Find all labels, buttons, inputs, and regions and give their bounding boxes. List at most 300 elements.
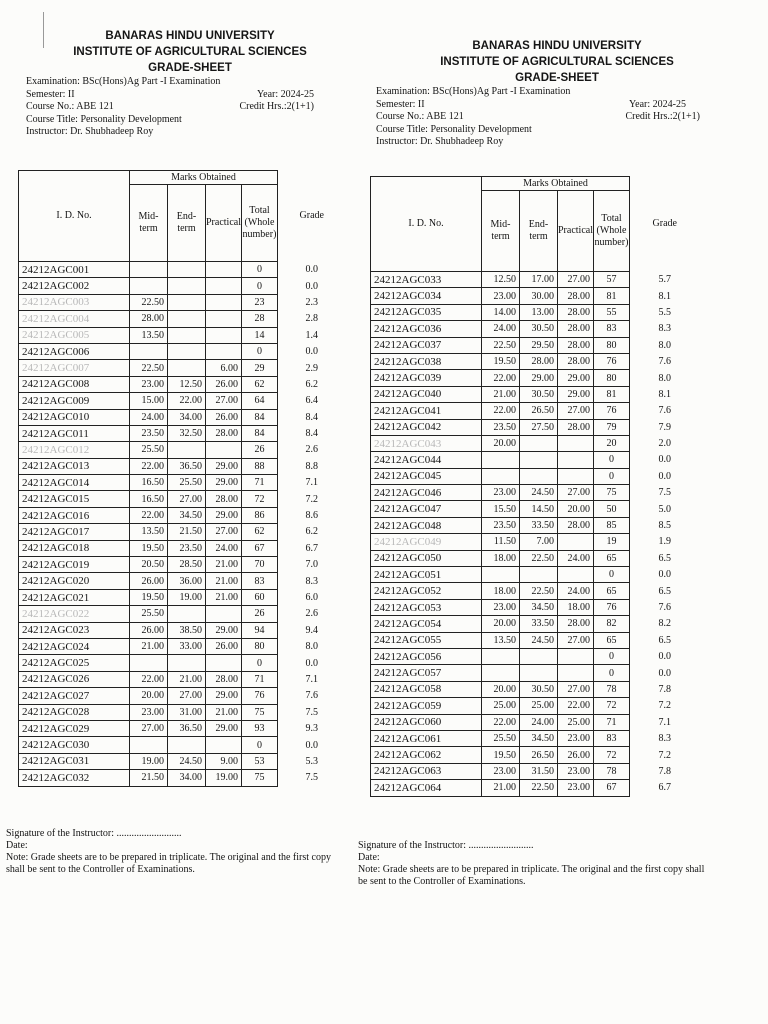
practical-mark-cell: 29.00 <box>558 386 594 402</box>
total-mark-cell: 94 <box>241 622 277 638</box>
total-mark-cell: 81 <box>593 386 629 402</box>
total-mark-cell: 64 <box>241 393 277 409</box>
practical-mark-cell: 26.00 <box>206 409 242 425</box>
grade-sheet-left <box>0 28 360 139</box>
practical-mark-cell: 21.00 <box>206 557 242 573</box>
total-mark-cell: 93 <box>241 720 277 736</box>
practical-mark-cell <box>206 262 242 278</box>
midterm-mark-cell: 11.50 <box>482 534 520 550</box>
midterm-mark-cell: 22.00 <box>130 458 168 474</box>
student-id-cell: 24212AGC051 <box>371 567 482 583</box>
endterm-mark-cell <box>168 278 206 294</box>
grade-cell: 0.0 <box>305 264 318 276</box>
practical-mark-cell: 27.00 <box>206 393 242 409</box>
midterm-mark-cell: 12.50 <box>482 272 520 288</box>
student-id-cell: 24212AGC062 <box>371 747 482 763</box>
practical-mark-cell: 20.00 <box>558 501 594 517</box>
grade-cell: 6.2 <box>305 378 318 390</box>
grade-cell: 9.4 <box>305 624 318 636</box>
table-row <box>19 278 346 294</box>
course-title: Course Title: Personality Development <box>376 123 532 135</box>
examination-line: Examination: BSc(Hons)Ag Part -I Examination <box>376 86 571 97</box>
practical-mark-cell: 29.00 <box>206 720 242 736</box>
midterm-mark-cell <box>482 567 520 583</box>
grade-column-header: Grade <box>652 218 677 229</box>
total-mark-cell: 62 <box>241 524 277 540</box>
endterm-mark-cell: 24.50 <box>520 632 558 648</box>
midterm-mark-cell: 20.00 <box>130 688 168 704</box>
grade-cell: 7.1 <box>305 477 318 489</box>
grade-cell: 8.8 <box>305 460 318 472</box>
practical-mark-cell: 25.00 <box>558 714 594 730</box>
total-mark-cell: 65 <box>593 632 629 648</box>
course-number: Course No.: ABE 121 <box>26 101 114 112</box>
endterm-mark-cell: 23.50 <box>168 540 206 556</box>
student-id-cell: 24212AGC016 <box>19 507 130 523</box>
endterm-mark-cell: 33.50 <box>520 616 558 632</box>
total-mark-cell: 85 <box>593 517 629 533</box>
practical-mark-cell <box>206 278 242 294</box>
grade-cell: 7.6 <box>658 405 671 417</box>
grade-cell: 6.2 <box>305 526 318 538</box>
practical-mark-cell: 29.00 <box>206 507 242 523</box>
endterm-mark-cell: 36.50 <box>168 720 206 736</box>
student-id-cell: 24212AGC030 <box>19 737 130 753</box>
student-id-cell: 24212AGC044 <box>371 452 482 468</box>
student-id-cell: 24212AGC026 <box>19 671 130 687</box>
midterm-mark-cell <box>482 648 520 664</box>
endterm-mark-cell <box>520 435 558 451</box>
midterm-mark-cell: 19.50 <box>482 353 520 369</box>
document-title: GRADE-SHEET <box>515 72 599 84</box>
student-id-cell: 24212AGC052 <box>371 583 482 599</box>
total-mark-cell: 75 <box>241 770 277 786</box>
table-row <box>371 583 700 599</box>
endterm-mark-cell: 22.00 <box>168 393 206 409</box>
table-row <box>371 288 700 304</box>
student-id-cell: 24212AGC049 <box>371 534 482 550</box>
practical-mark-cell: 29.00 <box>558 370 594 386</box>
table-row <box>19 360 346 376</box>
table-row <box>371 599 700 615</box>
student-id-cell: 24212AGC038 <box>371 353 482 369</box>
total-mark-cell: 82 <box>593 616 629 632</box>
total-column-header: Total (Whole number) <box>593 191 629 272</box>
total-mark-cell: 71 <box>241 671 277 687</box>
student-id-cell: 24212AGC011 <box>19 425 130 441</box>
endterm-mark-cell: 19.00 <box>168 589 206 605</box>
midterm-mark-cell: 19.50 <box>482 747 520 763</box>
student-id-cell: 24212AGC023 <box>19 622 130 638</box>
course-number: Course No.: ABE 121 <box>376 111 464 122</box>
total-mark-cell: 60 <box>241 589 277 605</box>
table-row <box>371 370 700 386</box>
practical-mark-cell <box>558 567 594 583</box>
total-mark-cell: 57 <box>593 272 629 288</box>
grade-column-header: Grade <box>299 210 324 221</box>
total-mark-cell: 26 <box>241 606 277 622</box>
grade-cell: 2.9 <box>305 362 318 374</box>
total-mark-cell: 0 <box>241 262 277 278</box>
midterm-mark-cell: 23.00 <box>482 485 520 501</box>
course-info <box>26 76 360 139</box>
practical-mark-cell: 28.00 <box>206 425 242 441</box>
practical-mark-cell: 28.00 <box>558 321 594 337</box>
total-mark-cell: 0 <box>241 343 277 359</box>
midterm-mark-cell: 25.50 <box>130 442 168 458</box>
grade-cell: 2.3 <box>305 296 318 308</box>
grade-cell: 0.0 <box>658 470 671 482</box>
practical-mark-cell: 18.00 <box>558 599 594 615</box>
student-id-cell: 24212AGC039 <box>371 370 482 386</box>
grade-cell: 7.2 <box>305 493 318 505</box>
semester-line: Semester: II <box>376 98 425 110</box>
student-id-cell: 24212AGC046 <box>371 485 482 501</box>
total-mark-cell: 76 <box>593 599 629 615</box>
grade-cell: 8.2 <box>658 618 671 630</box>
grade-cell: 0.0 <box>305 280 318 292</box>
grade-cell: 5.0 <box>658 503 671 515</box>
table-row <box>19 770 346 786</box>
grade-cell: 0.0 <box>305 346 318 358</box>
practical-mark-cell: 22.00 <box>558 698 594 714</box>
student-id-cell: 24212AGC033 <box>371 272 482 288</box>
midterm-column-header: Mid-term <box>482 191 520 272</box>
midterm-mark-cell: 22.00 <box>482 403 520 419</box>
sheet-header <box>0 28 360 76</box>
student-id-cell: 24212AGC025 <box>19 655 130 671</box>
midterm-mark-cell: 20.00 <box>482 681 520 697</box>
student-id-cell: 24212AGC007 <box>19 360 130 376</box>
midterm-mark-cell: 21.50 <box>130 770 168 786</box>
document-title: GRADE-SHEET <box>148 62 232 74</box>
table-row <box>371 780 700 796</box>
midterm-mark-cell: 22.00 <box>130 507 168 523</box>
student-id-cell: 24212AGC031 <box>19 753 130 769</box>
endterm-mark-cell <box>168 655 206 671</box>
practical-mark-cell: 21.00 <box>206 704 242 720</box>
grade-cell: 0.0 <box>658 651 671 663</box>
student-id-cell: 24212AGC014 <box>19 475 130 491</box>
practical-mark-cell: 24.00 <box>558 550 594 566</box>
grade-cell: 2.0 <box>658 438 671 450</box>
student-id-cell: 24212AGC017 <box>19 524 130 540</box>
grade-cell: 8.6 <box>305 510 318 522</box>
midterm-mark-cell: 23.50 <box>482 517 520 533</box>
practical-mark-cell: 29.00 <box>206 458 242 474</box>
practical-mark-cell <box>206 294 242 310</box>
marks-table-left <box>18 170 345 787</box>
total-mark-cell: 80 <box>593 370 629 386</box>
endterm-mark-cell: 33.50 <box>520 517 558 533</box>
student-id-cell: 24212AGC064 <box>371 780 482 796</box>
endterm-mark-cell: 33.00 <box>168 638 206 654</box>
practical-mark-cell <box>206 327 242 343</box>
institute-name: INSTITUTE OF AGRICULTURAL SCIENCES <box>440 56 674 68</box>
grade-cell: 2.6 <box>305 608 318 620</box>
total-mark-cell: 65 <box>593 550 629 566</box>
endterm-mark-cell: 31.00 <box>168 704 206 720</box>
grade-cell: 7.1 <box>305 673 318 685</box>
total-mark-cell: 0 <box>593 468 629 484</box>
endterm-mark-cell: 30.50 <box>520 321 558 337</box>
instructor-line: Instructor: Dr. Shubhadeep Roy <box>376 136 504 147</box>
endterm-mark-cell <box>168 343 206 359</box>
midterm-mark-cell: 23.50 <box>130 425 168 441</box>
student-id-cell: 24212AGC045 <box>371 468 482 484</box>
total-mark-cell: 0 <box>241 278 277 294</box>
student-id-cell: 24212AGC004 <box>19 311 130 327</box>
midterm-mark-cell: 23.00 <box>130 376 168 392</box>
midterm-mark-cell <box>482 665 520 681</box>
table-row <box>19 622 346 638</box>
marks-table-right <box>370 176 699 797</box>
sheet-header <box>362 38 732 86</box>
table-row <box>19 409 346 425</box>
practical-mark-cell: 27.00 <box>558 632 594 648</box>
endterm-mark-cell: 28.00 <box>520 353 558 369</box>
total-mark-cell: 75 <box>593 485 629 501</box>
practical-mark-cell: 19.00 <box>206 770 242 786</box>
total-mark-cell: 72 <box>241 491 277 507</box>
grade-cell: 6.7 <box>658 782 671 794</box>
midterm-mark-cell: 22.50 <box>130 294 168 310</box>
endterm-mark-cell: 25.00 <box>520 698 558 714</box>
endterm-mark-cell: 38.50 <box>168 622 206 638</box>
table-row <box>371 321 700 337</box>
student-id-cell: 24212AGC047 <box>371 501 482 517</box>
practical-mark-cell: 21.00 <box>206 573 242 589</box>
midterm-mark-cell: 22.50 <box>130 360 168 376</box>
midterm-mark-cell: 21.00 <box>130 638 168 654</box>
marks-obtained-header: Marks Obtained <box>130 171 278 185</box>
total-mark-cell: 0 <box>241 737 277 753</box>
grade-cell: 1.9 <box>658 536 671 548</box>
endterm-mark-cell <box>168 360 206 376</box>
midterm-mark-cell: 23.00 <box>482 763 520 779</box>
midterm-mark-cell: 23.00 <box>482 599 520 615</box>
grade-cell: 8.5 <box>658 520 671 532</box>
sheet-footer-right <box>358 840 708 888</box>
total-mark-cell: 76 <box>241 688 277 704</box>
total-mark-cell: 65 <box>593 583 629 599</box>
table-row <box>19 376 346 392</box>
institute-name: INSTITUTE OF AGRICULTURAL SCIENCES <box>73 46 307 58</box>
student-id-cell: 24212AGC042 <box>371 419 482 435</box>
endterm-mark-cell: 34.00 <box>168 770 206 786</box>
total-mark-cell: 76 <box>593 353 629 369</box>
year-line: Year: 2024-25 <box>256 88 314 100</box>
table-row <box>19 737 346 753</box>
grade-cell: 8.1 <box>658 290 671 302</box>
table-row <box>19 524 346 540</box>
total-mark-cell: 19 <box>593 534 629 550</box>
total-mark-cell: 0 <box>593 452 629 468</box>
grade-cell: 5.5 <box>658 306 671 318</box>
total-mark-cell: 79 <box>593 419 629 435</box>
practical-mark-cell <box>558 665 594 681</box>
table-row <box>19 589 346 605</box>
practical-mark-cell: 26.00 <box>206 638 242 654</box>
grade-cell: 7.2 <box>658 749 671 761</box>
table-row <box>19 573 346 589</box>
university-name: BANARAS HINDU UNIVERSITY <box>472 40 642 52</box>
grade-cell: 0.0 <box>658 454 671 466</box>
student-id-cell: 24212AGC020 <box>19 573 130 589</box>
midterm-mark-cell: 26.00 <box>130 622 168 638</box>
midterm-mark-cell: 22.00 <box>482 714 520 730</box>
total-mark-cell: 23 <box>241 294 277 310</box>
endterm-mark-cell: 34.50 <box>168 507 206 523</box>
practical-mark-cell: 21.00 <box>206 589 242 605</box>
table-row <box>19 753 346 769</box>
midterm-mark-cell: 25.50 <box>130 606 168 622</box>
table-row <box>371 681 700 697</box>
total-mark-cell: 71 <box>593 714 629 730</box>
grade-sheet-right <box>362 38 732 149</box>
table-row <box>371 304 700 320</box>
total-mark-cell: 78 <box>593 763 629 779</box>
table-row <box>371 714 700 730</box>
student-id-cell: 24212AGC028 <box>19 704 130 720</box>
midterm-mark-cell: 25.50 <box>482 730 520 746</box>
signature-line: Signature of the Instructor: .......................... <box>6 828 182 839</box>
endterm-mark-cell: 12.50 <box>168 376 206 392</box>
grade-cell: 1.4 <box>305 329 318 341</box>
practical-mark-cell: 29.00 <box>206 622 242 638</box>
endterm-mark-cell: 30.50 <box>520 681 558 697</box>
table-row <box>19 671 346 687</box>
student-id-cell: 24212AGC055 <box>371 632 482 648</box>
practical-mark-cell: 27.00 <box>558 403 594 419</box>
endterm-mark-cell: 27.00 <box>168 688 206 704</box>
endterm-mark-cell <box>520 567 558 583</box>
practical-mark-cell <box>558 452 594 468</box>
marks-obtained-header: Marks Obtained <box>482 177 630 191</box>
endterm-mark-cell: 22.50 <box>520 583 558 599</box>
practical-mark-cell <box>206 343 242 359</box>
practical-mark-cell: 6.00 <box>206 360 242 376</box>
practical-mark-cell: 24.00 <box>206 540 242 556</box>
grade-cell: 8.4 <box>305 411 318 423</box>
practical-mark-cell: 28.00 <box>206 491 242 507</box>
table-row <box>19 491 346 507</box>
midterm-mark-cell: 13.50 <box>130 327 168 343</box>
midterm-mark-cell <box>130 655 168 671</box>
endterm-mark-cell: 24.00 <box>520 714 558 730</box>
endterm-mark-cell: 34.50 <box>520 730 558 746</box>
student-id-cell: 24212AGC003 <box>19 294 130 310</box>
endterm-mark-cell: 30.00 <box>520 288 558 304</box>
table-row <box>371 550 700 566</box>
midterm-mark-cell: 15.00 <box>130 393 168 409</box>
table-row <box>19 540 346 556</box>
table-row <box>371 567 700 583</box>
instructor-line: Instructor: Dr. Shubhadeep Roy <box>26 126 154 137</box>
endterm-mark-cell: 29.50 <box>520 337 558 353</box>
table-row <box>371 698 700 714</box>
table-row <box>19 475 346 491</box>
midterm-mark-cell: 19.00 <box>130 753 168 769</box>
student-id-cell: 24212AGC024 <box>19 638 130 654</box>
table-row <box>371 616 700 632</box>
student-id-cell: 24212AGC036 <box>371 321 482 337</box>
total-mark-cell: 0 <box>593 567 629 583</box>
endterm-mark-cell: 30.50 <box>520 386 558 402</box>
student-id-cell: 24212AGC059 <box>371 698 482 714</box>
midterm-mark-cell: 28.00 <box>130 311 168 327</box>
table-row <box>19 704 346 720</box>
midterm-mark-cell: 25.00 <box>482 698 520 714</box>
total-mark-cell: 67 <box>241 540 277 556</box>
grade-cell: 7.9 <box>658 421 671 433</box>
student-id-cell: 24212AGC048 <box>371 517 482 533</box>
midterm-mark-cell: 22.50 <box>482 337 520 353</box>
table-row <box>19 655 346 671</box>
grade-cell: 7.0 <box>305 559 318 571</box>
endterm-mark-cell <box>520 468 558 484</box>
examination-line: Examination: BSc(Hons)Ag Part -I Examination <box>26 76 221 87</box>
table-row <box>371 730 700 746</box>
total-mark-cell: 78 <box>593 681 629 697</box>
practical-mark-cell: 28.00 <box>558 304 594 320</box>
practical-mark-cell: 27.00 <box>558 681 594 697</box>
student-id-cell: 24212AGC032 <box>19 770 130 786</box>
student-id-cell: 24212AGC027 <box>19 688 130 704</box>
endterm-mark-cell <box>168 294 206 310</box>
grade-cell: 8.0 <box>658 339 671 351</box>
midterm-mark-cell: 23.00 <box>482 288 520 304</box>
table-row <box>371 763 700 779</box>
table-row <box>371 468 700 484</box>
practical-column-header: Practical <box>206 185 242 262</box>
endterm-mark-cell: 17.00 <box>520 272 558 288</box>
midterm-mark-cell <box>130 343 168 359</box>
practical-mark-cell: 28.00 <box>558 288 594 304</box>
practical-mark-cell: 23.00 <box>558 780 594 796</box>
table-row <box>19 393 346 409</box>
table-row <box>19 557 346 573</box>
practical-mark-cell: 26.00 <box>206 376 242 392</box>
table-row <box>371 353 700 369</box>
endterm-mark-cell <box>168 606 206 622</box>
table-row <box>19 294 346 310</box>
endterm-mark-cell <box>520 452 558 468</box>
total-mark-cell: 81 <box>593 288 629 304</box>
grade-cell: 8.3 <box>305 575 318 587</box>
student-id-cell: 24212AGC019 <box>19 557 130 573</box>
practical-mark-cell <box>558 435 594 451</box>
grade-cell: 7.5 <box>305 706 318 718</box>
student-id-cell: 24212AGC043 <box>371 435 482 451</box>
endterm-mark-cell <box>520 648 558 664</box>
grade-cell: 8.3 <box>658 733 671 745</box>
grade-cell: 2.6 <box>305 444 318 456</box>
semester-line: Semester: II <box>26 88 75 100</box>
practical-mark-cell: 29.00 <box>206 688 242 704</box>
practical-mark-cell: 27.00 <box>558 485 594 501</box>
total-mark-cell: 84 <box>241 409 277 425</box>
table-row <box>371 501 700 517</box>
practical-mark-cell <box>206 311 242 327</box>
total-mark-cell: 53 <box>241 753 277 769</box>
table-row <box>371 337 700 353</box>
student-id-cell: 24212AGC005 <box>19 327 130 343</box>
midterm-mark-cell <box>482 468 520 484</box>
table-row <box>371 534 700 550</box>
total-mark-cell: 20 <box>593 435 629 451</box>
practical-mark-cell: 23.00 <box>558 763 594 779</box>
